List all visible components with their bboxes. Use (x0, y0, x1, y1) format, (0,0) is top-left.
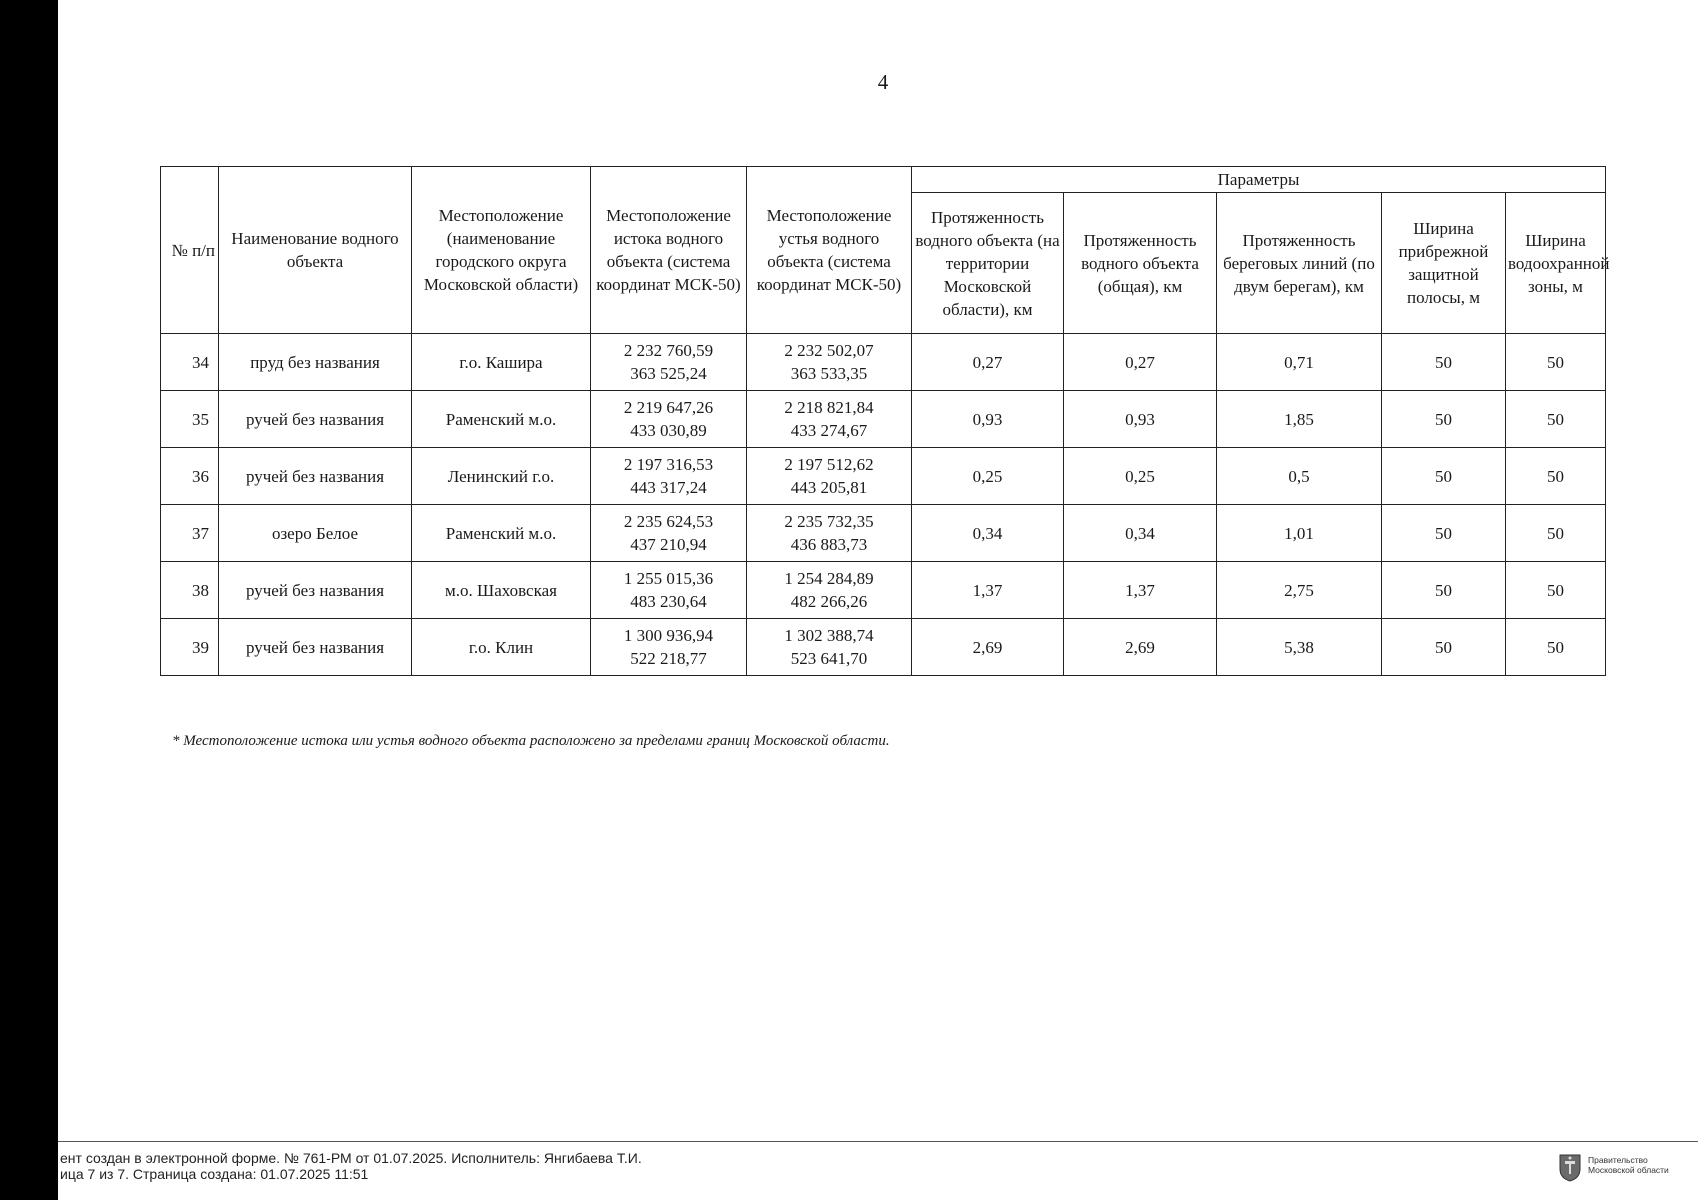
table-header-row (161, 167, 1606, 193)
header-num: № п/п (161, 167, 219, 334)
source-coord-2: 437 210,94 (630, 535, 707, 554)
mouth-coord-1: 2 235 732,35 (784, 512, 874, 531)
cell-name: ручей без названия (219, 391, 412, 448)
mouth-coord-2: 443 205,81 (790, 478, 868, 497)
header-protection-width: Ширина водоохранной зоны, м (1506, 193, 1606, 334)
cell-source (591, 562, 747, 619)
cell-coastal-width: 50 (1382, 505, 1506, 562)
cell-source (591, 505, 747, 562)
cell-length-total: 1,37 (1064, 562, 1217, 619)
mouth-coord-1: 2 232 502,07 (784, 341, 874, 360)
mouth-coord-1: 2 197 512,62 (784, 455, 874, 474)
mouth-coord-1: 2 218 821,84 (784, 398, 874, 417)
cell-shore-length: 5,38 (1217, 619, 1382, 676)
cell-name: озеро Белое (219, 505, 412, 562)
cell-mouth (747, 391, 912, 448)
cell-location: Раменский м.о. (412, 505, 591, 562)
cell-name: ручей без названия (219, 619, 412, 676)
cell-coastal-width: 50 (1382, 391, 1506, 448)
table-row (161, 619, 1606, 676)
footnote: * Местоположение истока или устья водного объекта расположено за пределами границ Московской области. (172, 733, 890, 749)
source-coord-1: 2 235 624,53 (623, 512, 714, 531)
cell-source (591, 448, 747, 505)
cell-location: Ленинский г.о. (412, 448, 591, 505)
cell-num: 39 (161, 619, 219, 676)
coat-of-arms-icon (1558, 1152, 1582, 1182)
footer-stamp (60, 1150, 642, 1182)
scan-edge-bar (0, 0, 58, 1200)
cell-coastal-width: 50 (1382, 334, 1506, 391)
cell-protection-width: 50 (1506, 391, 1606, 448)
cell-length-total: 0,93 (1064, 391, 1217, 448)
cell-length-region: 2,69 (912, 619, 1064, 676)
cell-length-total: 0,25 (1064, 448, 1217, 505)
header-mouth: Местоположение устья водного объекта (система координат МСК-50) (747, 167, 912, 334)
table-row (161, 448, 1606, 505)
source-coord-2: 522 218,77 (630, 649, 707, 668)
cell-num: 36 (161, 448, 219, 505)
cell-source (591, 619, 747, 676)
mouth-coord-1: 1 254 284,89 (784, 569, 874, 588)
cell-shore-length: 1,85 (1217, 391, 1382, 448)
footer-line-2: ица 7 из 7. Страница создана: 01.07.2025 11:51 (60, 1166, 369, 1182)
header-coastal-width: Ширина прибрежной защитной полосы, м (1382, 193, 1506, 334)
source-coord-1: 2 197 316,53 (623, 455, 714, 474)
cell-location: м.о. Шаховская (412, 562, 591, 619)
cell-shore-length: 0,5 (1217, 448, 1382, 505)
mouth-coord-2: 363 533,35 (790, 364, 868, 383)
cell-num: 34 (161, 334, 219, 391)
mouth-coord-2: 436 883,73 (790, 535, 868, 554)
footer-divider (58, 1141, 1698, 1142)
cell-mouth (747, 562, 912, 619)
cell-mouth (747, 619, 912, 676)
header-length-total: Протяженность водного объекта (общая), км (1064, 193, 1217, 334)
cell-mouth (747, 334, 912, 391)
cell-length-total: 0,34 (1064, 505, 1217, 562)
cell-coastal-width: 50 (1382, 619, 1506, 676)
cell-location: г.о. Кашира (412, 334, 591, 391)
cell-location: г.о. Клин (412, 619, 591, 676)
header-params: Параметры (912, 167, 1606, 193)
header-shore-length: Протяженность береговых линий (по двум берегам), км (1217, 193, 1382, 334)
cell-length-total: 2,69 (1064, 619, 1217, 676)
cell-shore-length: 0,71 (1217, 334, 1382, 391)
cell-mouth (747, 448, 912, 505)
source-coord-2: 443 317,24 (630, 478, 707, 497)
issuer-line-1: Правительство (1588, 1155, 1648, 1165)
header-location: Местоположение (наименование городского округа Московской области) (412, 167, 591, 334)
mouth-coord-2: 433 274,67 (790, 421, 868, 440)
cell-length-region: 0,93 (912, 391, 1064, 448)
cell-source (591, 391, 747, 448)
cell-location: Раменский м.о. (412, 391, 591, 448)
header-source: Местоположение истока водного объекта (система координат МСК-50) (591, 167, 747, 334)
source-coord-2: 363 525,24 (630, 364, 707, 383)
cell-mouth (747, 505, 912, 562)
mouth-coord-2: 482 266,26 (790, 592, 868, 611)
source-coord-1: 2 232 760,59 (623, 341, 714, 360)
mouth-coord-1: 1 302 388,74 (784, 626, 874, 645)
cell-shore-length: 1,01 (1217, 505, 1382, 562)
cell-name: ручей без названия (219, 562, 412, 619)
source-coord-1: 1 255 015,36 (623, 569, 714, 588)
cell-protection-width: 50 (1506, 448, 1606, 505)
issuer-line-2: Московской области (1588, 1165, 1669, 1175)
issuer-name (1588, 1155, 1669, 1175)
cell-length-total: 0,27 (1064, 334, 1217, 391)
cell-num: 38 (161, 562, 219, 619)
cell-length-region: 0,34 (912, 505, 1064, 562)
header-name: Наименование водного объекта (219, 167, 412, 334)
table-row (161, 391, 1606, 448)
cell-num: 35 (161, 391, 219, 448)
cell-source (591, 334, 747, 391)
cell-shore-length: 2,75 (1217, 562, 1382, 619)
table-row (161, 562, 1606, 619)
source-coord-1: 2 219 647,26 (623, 398, 714, 417)
cell-length-region: 1,37 (912, 562, 1064, 619)
source-coord-2: 433 030,89 (630, 421, 707, 440)
table-row (161, 334, 1606, 391)
mouth-coord-2: 523 641,70 (790, 649, 868, 668)
footer-line-1: ент создан в электронной форме. № 761-РМ от 01.07.2025. Исполнитель: Янгибаева Т.И. (60, 1150, 642, 1166)
cell-length-region: 0,25 (912, 448, 1064, 505)
header-length-region: Протяженность водного объекта (на территории Московской области), км (912, 193, 1064, 334)
water-objects-table (160, 166, 1610, 676)
cell-name: пруд без названия (219, 334, 412, 391)
water-objects-table-container (160, 166, 1610, 676)
table-row (161, 505, 1606, 562)
cell-name: ручей без названия (219, 448, 412, 505)
cell-coastal-width: 50 (1382, 448, 1506, 505)
cell-num: 37 (161, 505, 219, 562)
cell-protection-width: 50 (1506, 505, 1606, 562)
cell-protection-width: 50 (1506, 562, 1606, 619)
source-coord-1: 1 300 936,94 (623, 626, 714, 645)
cell-protection-width: 50 (1506, 334, 1606, 391)
cell-coastal-width: 50 (1382, 562, 1506, 619)
page-number: 4 (877, 70, 889, 94)
cell-protection-width: 50 (1506, 619, 1606, 676)
cell-length-region: 0,27 (912, 334, 1064, 391)
source-coord-2: 483 230,64 (630, 592, 707, 611)
